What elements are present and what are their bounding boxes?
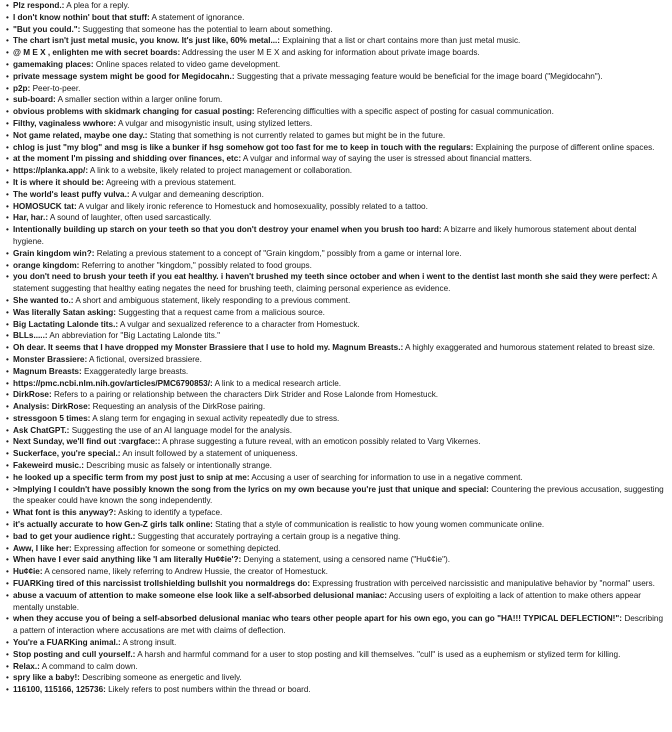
entry-term: Analysis: DirkRose:: [13, 402, 91, 412]
entry-term: "But you could.":: [13, 24, 81, 34]
entry-description: A link to a medical research article.: [214, 378, 342, 388]
glossary-entry: [7, 295, 668, 307]
entry-term: when they accuse you of being a self-absorbed delusional maniac who tears other people apart for his own ego, you can go "HA!!! TYPICAL DEFLECTION!":: [13, 614, 623, 624]
glossary-entry: [7, 83, 668, 95]
glossary-entry: [7, 271, 668, 295]
entry-description: A strong insult.: [122, 638, 177, 648]
entry-term: gamemaking places:: [13, 59, 94, 69]
bullet-icon: •: [6, 449, 9, 459]
bullet-icon: •: [6, 354, 9, 364]
entry-term: She wanted to.:: [13, 295, 74, 305]
bullet-icon: •: [6, 225, 9, 235]
entry-term: bad to get your audience right.:: [13, 531, 136, 541]
entry-description: A smaller section within a larger online forum.: [57, 95, 223, 105]
bullet-icon: •: [6, 1, 9, 10]
glossary-entry: [7, 507, 668, 519]
entry-term: Plz respond.:: [13, 1, 65, 10]
entry-description: An abbreviation for "Big Lactating Lalonde tits.": [49, 331, 220, 341]
glossary-entry: [7, 212, 668, 224]
glossary-entry: [7, 319, 668, 331]
entry-description: Suggesting the use of an AI language model for the analysis.: [71, 425, 293, 435]
entry-description: Exaggeratedly large breasts.: [83, 366, 189, 376]
entry-term: Hu¢¢ie:: [13, 567, 43, 577]
entry-term: Stop posting and cull yourself.:: [13, 649, 136, 659]
entry-term: https://pmc.ncbi.nlm.nih.gov/articles/PMC6790853/:: [13, 378, 213, 388]
entry-description: A statement of ignorance.: [151, 12, 245, 22]
entry-term: When have I ever said anything like 'I am literally Hu¢¢ie'?:: [13, 555, 242, 565]
entry-description: A highly exaggerated and humorous statement related to breast size.: [405, 343, 655, 353]
glossary-entry: [7, 118, 668, 130]
entry-description: Online spaces related to video game development.: [95, 59, 281, 69]
entry-description: Requesting an analysis of the DirkRose pairing.: [92, 402, 266, 412]
glossary-entry: [7, 413, 668, 425]
entry-term: orange kingdom:: [13, 260, 80, 270]
glossary-entry: [7, 177, 668, 189]
bullet-icon: •: [6, 177, 9, 187]
glossary-entry: [7, 201, 668, 213]
entry-description: Explaining that a list or chart contains more than just metal music.: [282, 36, 521, 46]
entry-description: Agreeing with a previous statement.: [105, 177, 236, 187]
entry-description: A slang term for engaging in sexual activity repeatedly due to stress.: [92, 413, 340, 423]
bullet-icon: •: [6, 425, 9, 435]
glossary-entry: [7, 649, 668, 661]
entry-term: I don't know nothin' bout that stuff:: [13, 12, 150, 22]
bullet-icon: •: [6, 579, 9, 589]
bullet-icon: •: [6, 685, 9, 695]
glossary-entry: [7, 578, 668, 590]
entry-term: Relax.:: [13, 661, 40, 671]
entry-description: Expressing frustration with perceived narcissistic and manipulative behavior by "normal" users.: [312, 579, 655, 589]
entry-description: A harsh and harmful command for a user to stop posting and kill themselves. "cull" is used as a euphemism or stylized term for killing.: [137, 649, 621, 659]
entry-term: What font is this anyway?:: [13, 508, 117, 518]
entry-term: obvious problems with skidmark changing for casual posting:: [13, 107, 255, 117]
bullet-icon: •: [6, 48, 9, 58]
entry-term: It is where it should be:: [13, 177, 104, 187]
bullet-icon: •: [6, 366, 9, 376]
entry-term: https://planka.app/:: [13, 166, 89, 176]
entry-description: A statement suggesting that healthy eating negates the need for brushing teeth, claiming personal experience as evidence.: [13, 272, 657, 294]
entry-description: Describing music as falsely or intentionally strange.: [86, 461, 272, 471]
glossary-entry: [7, 637, 668, 649]
entry-term: 116100, 115166, 125736:: [13, 685, 106, 695]
bullet-icon: •: [6, 343, 9, 353]
glossary-entry: [7, 378, 668, 390]
bullet-icon: •: [6, 590, 9, 600]
glossary-entry: [7, 366, 668, 378]
entry-description: A vulgar and misogynistic insult, using stylized letters.: [117, 118, 313, 128]
entry-description: Addressing the user M E X and asking for information about private image boards.: [182, 48, 480, 58]
bullet-icon: •: [6, 555, 9, 565]
bullet-icon: •: [6, 260, 9, 270]
entry-description: Relating a previous statement to a concept of "Grain kingdom," possibly from a game or internal lore.: [96, 248, 462, 258]
entry-term: chlog is just "my blog" and msg is like a bunker if hsg somehow got too fast for me to keep in touch with the regulars:: [13, 142, 474, 152]
entry-description: Accusing a user of searching for information to use in a negative comment.: [251, 472, 523, 482]
bullet-icon: •: [6, 95, 9, 105]
entry-description: Asking to identify a typeface.: [118, 508, 223, 518]
bullet-icon: •: [6, 531, 9, 541]
entry-description: A phrase suggesting a future reveal, with an emoticon possibly related to Varg Vikernes.: [162, 437, 481, 447]
entry-description: A plea for a reply.: [66, 1, 130, 10]
entry-term: it's actually accurate to how Gen-Z girls talk online:: [13, 520, 213, 530]
glossary-entry: [7, 224, 668, 248]
glossary-entry: [7, 401, 668, 413]
glossary-entry: [7, 354, 668, 366]
entry-description: Suggesting that someone has the potential to learn about something.: [82, 24, 333, 34]
entry-description: Referencing difficulties with a specific aspect of posting for casual communication.: [256, 107, 554, 117]
bullet-icon: •: [6, 319, 9, 329]
glossary-entry: [7, 12, 668, 24]
entry-description: Stating that something is not currently related to games but might be in the future.: [149, 130, 446, 140]
glossary-entry: [7, 307, 668, 319]
entry-term: Har, har.:: [13, 213, 49, 223]
bullet-icon: •: [6, 461, 9, 471]
glossary-entry: [7, 189, 668, 201]
entry-description: A sound of laughter, often used sarcastically.: [49, 213, 212, 223]
bullet-icon: •: [6, 307, 9, 317]
entry-term: Grain kingdom win?:: [13, 248, 95, 258]
entry-term: he looked up a specific term from my post just to snip at me:: [13, 472, 250, 482]
entry-term: BLLs.....:: [13, 331, 48, 341]
entry-term: The world's least puffy vulva.:: [13, 189, 130, 199]
glossary-entry: [7, 0, 668, 12]
entry-description: Describing a pattern of interaction where accusations are met with claims of deflection.: [13, 614, 663, 636]
entry-term: DirkRose:: [13, 390, 52, 400]
bullet-icon: •: [6, 83, 9, 93]
glossary-entry: [7, 130, 668, 142]
entry-description: Likely refers to post numbers within the thread or board.: [108, 685, 311, 695]
glossary-entry: [7, 543, 668, 555]
entry-term: Big Lactating Lalonde tits.:: [13, 319, 119, 329]
bullet-icon: •: [6, 59, 9, 69]
bullet-icon: •: [6, 520, 9, 530]
glossary-entry: [7, 566, 668, 578]
glossary-entry: [7, 425, 668, 437]
entry-term: >Implying I couldn't have possibly known the song from the lyrics on my own because you're just that unique and special:: [13, 484, 489, 494]
bullet-icon: •: [6, 166, 9, 176]
entry-description: Suggesting that a private messaging feature would be beneficial for the image board ("Megidocahn").: [236, 71, 603, 81]
entry-description: Refers to a pairing or relationship between the characters Dirk Strider and Rose Lalonde from Homestuck.: [53, 390, 439, 400]
glossary-entry: [7, 24, 668, 36]
bullet-icon: •: [6, 24, 9, 34]
entry-term: Fakeweird music.:: [13, 461, 84, 471]
entry-description: Countering the previous accusation, suggesting the speaker could have known the song independently.: [13, 484, 664, 506]
bullet-icon: •: [6, 638, 9, 648]
bullet-icon: •: [6, 130, 9, 140]
entry-term: HOMOSUCK tat:: [13, 201, 77, 211]
entry-term: Monster Brassiere:: [13, 354, 88, 364]
entry-description: Referring to another "kingdom," possibly related to food groups.: [81, 260, 312, 270]
glossary-entry: [7, 484, 668, 508]
bullet-icon: •: [6, 508, 9, 518]
glossary-list: [7, 0, 668, 696]
glossary-entry: [7, 106, 668, 118]
glossary-entry: [7, 165, 668, 177]
bullet-icon: •: [6, 248, 9, 258]
glossary-entry: [7, 661, 668, 673]
entry-term: sub-board:: [13, 95, 56, 105]
entry-term: spry like a baby!:: [13, 673, 80, 683]
glossary-entry: [7, 613, 668, 637]
entry-description: Suggesting that a request came from a malicious source.: [118, 307, 325, 317]
entry-description: Accusing users of exploiting a lack of attention to make others appear mentally unstable.: [13, 590, 641, 612]
glossary-entry: [7, 248, 668, 260]
entry-term: FUARKing tired of this narcissist trollshielding bullshit you normaldregs do:: [13, 579, 311, 589]
entry-term: Was literally Satan asking:: [13, 307, 116, 317]
glossary-entry: [7, 59, 668, 71]
entry-term: stressgoon 5 times:: [13, 413, 91, 423]
entry-description: An insult followed by a statement of uniqueness.: [122, 449, 298, 459]
entry-term: Aww, I like her:: [13, 543, 72, 553]
entry-term: p2p:: [13, 83, 31, 93]
glossary-entry: [7, 389, 668, 401]
entry-term: at the moment I'm pissing and shidding over finances, etc:: [13, 154, 242, 164]
glossary-entry: [7, 590, 668, 614]
entry-term: Filthy, vaginaless wwhore:: [13, 118, 117, 128]
entry-term: Next Sunday, we'll find out :vargface::: [13, 437, 161, 447]
glossary-entry: [7, 460, 668, 472]
bullet-icon: •: [6, 543, 9, 553]
glossary-entry: [7, 47, 668, 59]
glossary-entry: [7, 519, 668, 531]
entry-description: A vulgar and informal way of saying the user is stressed about financial matters.: [242, 154, 532, 164]
glossary-entry: [7, 472, 668, 484]
bullet-icon: •: [6, 71, 9, 81]
entry-term: Intentionally building up starch on your teeth so that you don't destroy your enamel when you brush too hard:: [13, 225, 442, 235]
glossary-entry: [7, 554, 668, 566]
entry-description: Denying a statement, using a censored name ("Hu¢¢ie").: [243, 555, 451, 565]
bullet-icon: •: [6, 390, 9, 400]
entry-description: Peer-to-peer.: [32, 83, 81, 93]
glossary-entry: [7, 260, 668, 272]
entry-term: @ M E X , enlighten me with secret boards:: [13, 48, 181, 58]
entry-description: Describing someone as energetic and lively.: [82, 673, 242, 683]
entry-description: Explaining the purpose of different online spaces.: [475, 142, 655, 152]
entry-description: A vulgar and sexualized reference to a character from Homestuck.: [119, 319, 360, 329]
glossary-entry: [7, 672, 668, 684]
bullet-icon: •: [6, 107, 9, 117]
bullet-icon: •: [6, 378, 9, 388]
entry-description: A vulgar and demeaning description.: [131, 189, 264, 199]
entry-term: You're a FUARKing animal.:: [13, 638, 121, 648]
entry-term: Not game related, maybe one day.:: [13, 130, 148, 140]
entry-term: abuse a vacuum of attention to make someone else look like a self-absorbed delusional maniac:: [13, 590, 388, 600]
entry-description: Expressing affection for someone or something depicted.: [73, 543, 281, 553]
bullet-icon: •: [6, 331, 9, 341]
glossary-entry: [7, 436, 668, 448]
glossary-entry: [7, 153, 668, 165]
entry-description: A bizarre and likely humorous statement about dental hygiene.: [13, 225, 637, 246]
entry-description: A short and ambiguous statement, likely responding to a previous comment.: [75, 295, 351, 305]
bullet-icon: •: [6, 142, 9, 152]
glossary-entry: [7, 684, 668, 696]
bullet-icon: •: [6, 661, 9, 671]
bullet-icon: •: [6, 12, 9, 22]
entry-term: The chart isn't just metal music, you know. It's just like, 60% metal...:: [13, 36, 281, 46]
bullet-icon: •: [6, 413, 9, 423]
bullet-icon: •: [6, 295, 9, 305]
entry-description: Stating that a style of communication is realistic to how young women communicate online.: [215, 520, 545, 530]
entry-term: Suckerface, you're special.:: [13, 449, 121, 459]
entry-term: Ask ChatGPT.:: [13, 425, 70, 435]
bullet-icon: •: [6, 201, 9, 211]
entry-description: A censored name, likely referring to Andrew Hussie, the creator of Homestuck.: [44, 567, 328, 577]
entry-description: Suggesting that accurately portraying a certain group is a negative thing.: [137, 531, 401, 541]
bullet-icon: •: [6, 614, 9, 624]
glossary-entry: [7, 330, 668, 342]
bullet-icon: •: [6, 213, 9, 223]
entry-description: A link to a website, likely related to project management or collaboration.: [89, 166, 353, 176]
bullet-icon: •: [6, 472, 9, 482]
bullet-icon: •: [6, 118, 9, 128]
glossary-entry: [7, 342, 668, 354]
entry-description: A vulgar and likely ironic reference to Homestuck and homosexuality, possibly related to a tattoo.: [78, 201, 428, 211]
bullet-icon: •: [6, 154, 9, 164]
bullet-icon: •: [6, 567, 9, 577]
glossary-entry: [7, 448, 668, 460]
bullet-icon: •: [6, 649, 9, 659]
entry-term: Magnum Breasts:: [13, 366, 82, 376]
bullet-icon: •: [6, 272, 9, 282]
bullet-icon: •: [6, 484, 9, 494]
entry-description: A command to calm down.: [41, 661, 138, 671]
glossary-entry: [7, 35, 668, 47]
glossary-entry: [7, 94, 668, 106]
entry-description: A fictional, oversized brassiere.: [89, 354, 202, 364]
bullet-icon: •: [6, 673, 9, 683]
entry-term: Oh dear. It seems that I have dropped my Monster Brassiere that I use to hold my. Magnum Breasts.:: [13, 343, 404, 353]
entry-term: private message system might be good for Megidocahn.:: [13, 71, 235, 81]
entry-term: you don't need to brush your teeth if you eat healthy. i haven't brushed my teeth since october and when i went to the dentist last month she said they were perfect:: [13, 272, 651, 282]
bullet-icon: •: [6, 189, 9, 199]
glossary-entry: [7, 71, 668, 83]
bullet-icon: •: [6, 402, 9, 412]
bullet-icon: •: [6, 437, 9, 447]
bullet-icon: •: [6, 36, 9, 46]
glossary-entry: [7, 142, 668, 154]
glossary-entry: [7, 531, 668, 543]
